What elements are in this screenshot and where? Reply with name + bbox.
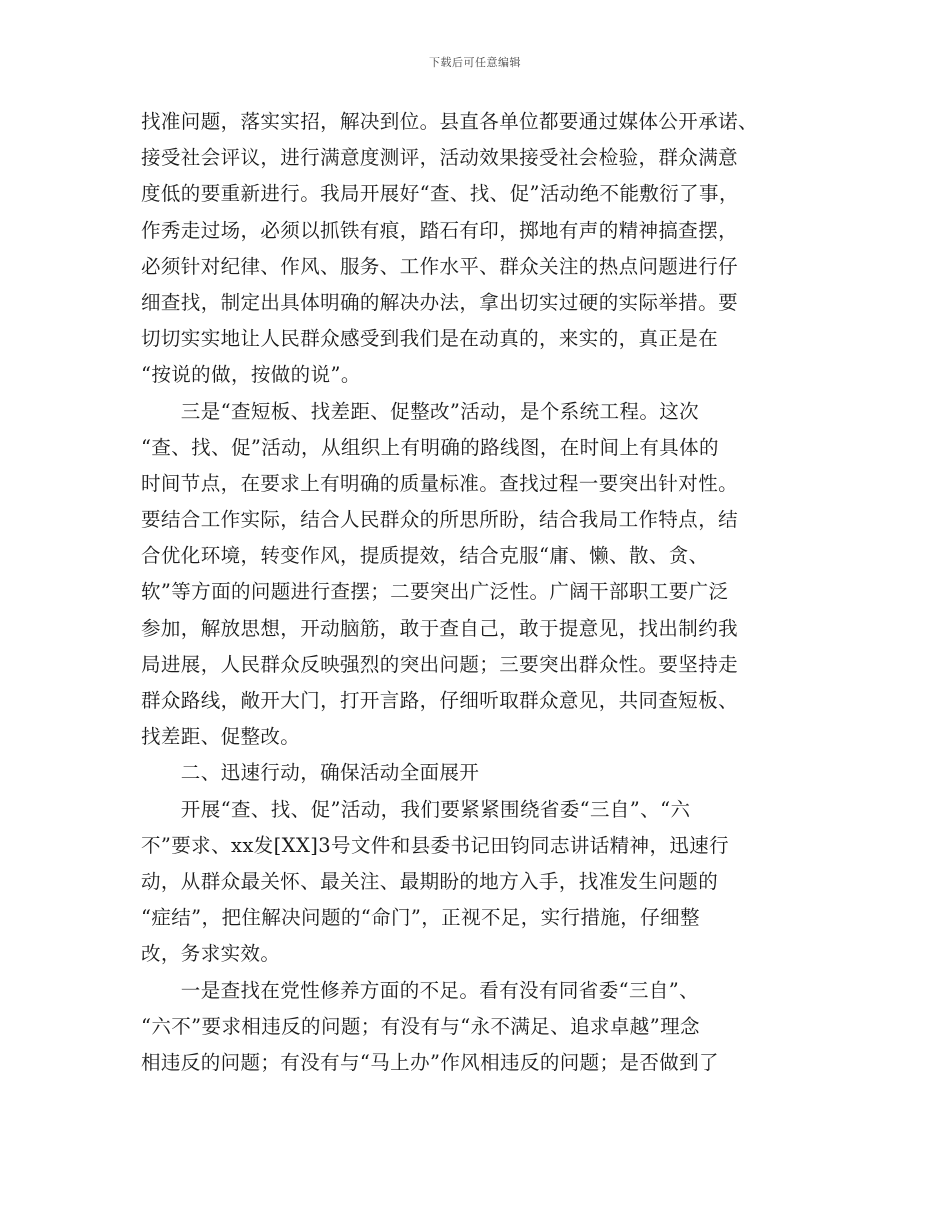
text-line: 接受社会评议，进行满意度测评，活动效果接受社会检验，群众满意	[141, 146, 739, 170]
section-heading: 二、迅速行动，确保活动全面展开	[141, 761, 480, 785]
text-line: 群众路线，敞开大门，打开言路，仔细听取群众意见，共同查短板、	[141, 689, 739, 712]
text-line: 作秀走过场，必须以抓铁有痕，踏石有印，掷地有声的精神搞查摆，	[141, 218, 739, 242]
text-line: 软”等方面的问题进行查摆；二要突出广泛性。广阔干部职工要广泛	[141, 580, 729, 604]
text-line: 三是“查短板、找差距、促整改”活动，是个系统工程。这次	[141, 399, 700, 423]
text-line: 开展“查、找、促”活动，我们要紧紧围绕省委“三自”、“六	[141, 797, 691, 821]
text-line: 相违反的问题；有没有与“马上办”作风相违反的问题；是否做到了	[141, 1050, 719, 1074]
text-line: 要结合工作实际，结合人民群众的所思所盼，结合我局工作特点，结	[141, 508, 739, 532]
text-line: 度低的要重新进行。我局开展好“查、找、促”活动绝不能敷衍了事，	[141, 182, 739, 206]
text-line: 一是查找在党性修养方面的不足。看有没有同省委“三自”、	[141, 978, 700, 1002]
text-line: 找准问题，落实实招，解决到位。县直各单位都要通过媒体公开承诺、	[141, 110, 758, 133]
text-line: 动，从群众最关怀、最关注、最期盼的地方入手，找准发生问题的	[141, 869, 719, 893]
text-line: 时间节点，在要求上有明确的质量标准。查找过程一要突出针对性。	[141, 471, 739, 495]
text-line: 改，务求实效。	[141, 942, 281, 966]
text-line: 切切实实地让人民群众感受到我们是在动真的，来实的，真正是在	[141, 327, 719, 351]
text-line: “六不”要求相违反的问题；有没有与“永不满足、追求卓越”理念	[141, 1014, 700, 1038]
text-line: “症结”，把住解决问题的“命门”，正视不足，实行措施，仔细整	[141, 906, 700, 930]
body-text	[141, 104, 809, 1081]
page-header: 下载后可任意编辑	[429, 56, 521, 69]
text-line: 必须针对纪律、作风、服务、工作水平、群众关注的热点问题进行仔	[141, 254, 739, 278]
text-line: “查、找、促”活动，从组织上有明确的路线图，在时间上有具体的	[141, 435, 719, 459]
text-line: 合优化环境，转变作风，提质提效，结合克服“庸、懒、散、贪、	[141, 544, 709, 568]
text-line: 细查找，制定出具体明确的解决办法，拿出切实过硬的实际举措。要	[141, 290, 739, 314]
text-line: 局进展，人民群众反映强烈的突出问题；三要突出群众性。要坚持走	[141, 652, 739, 676]
text-line: 参加，解放思想，开动脑筋，敢于查自己，敢于提意见，找出制约我	[141, 616, 739, 640]
text-line: 找差距、促整改。	[141, 725, 301, 749]
text-line: 不”要求、xx发[XX]3号文件和县委书记田钧同志讲话精神，迅速行	[141, 833, 730, 857]
text-line: “按说的做，按做的说”。	[141, 363, 361, 387]
